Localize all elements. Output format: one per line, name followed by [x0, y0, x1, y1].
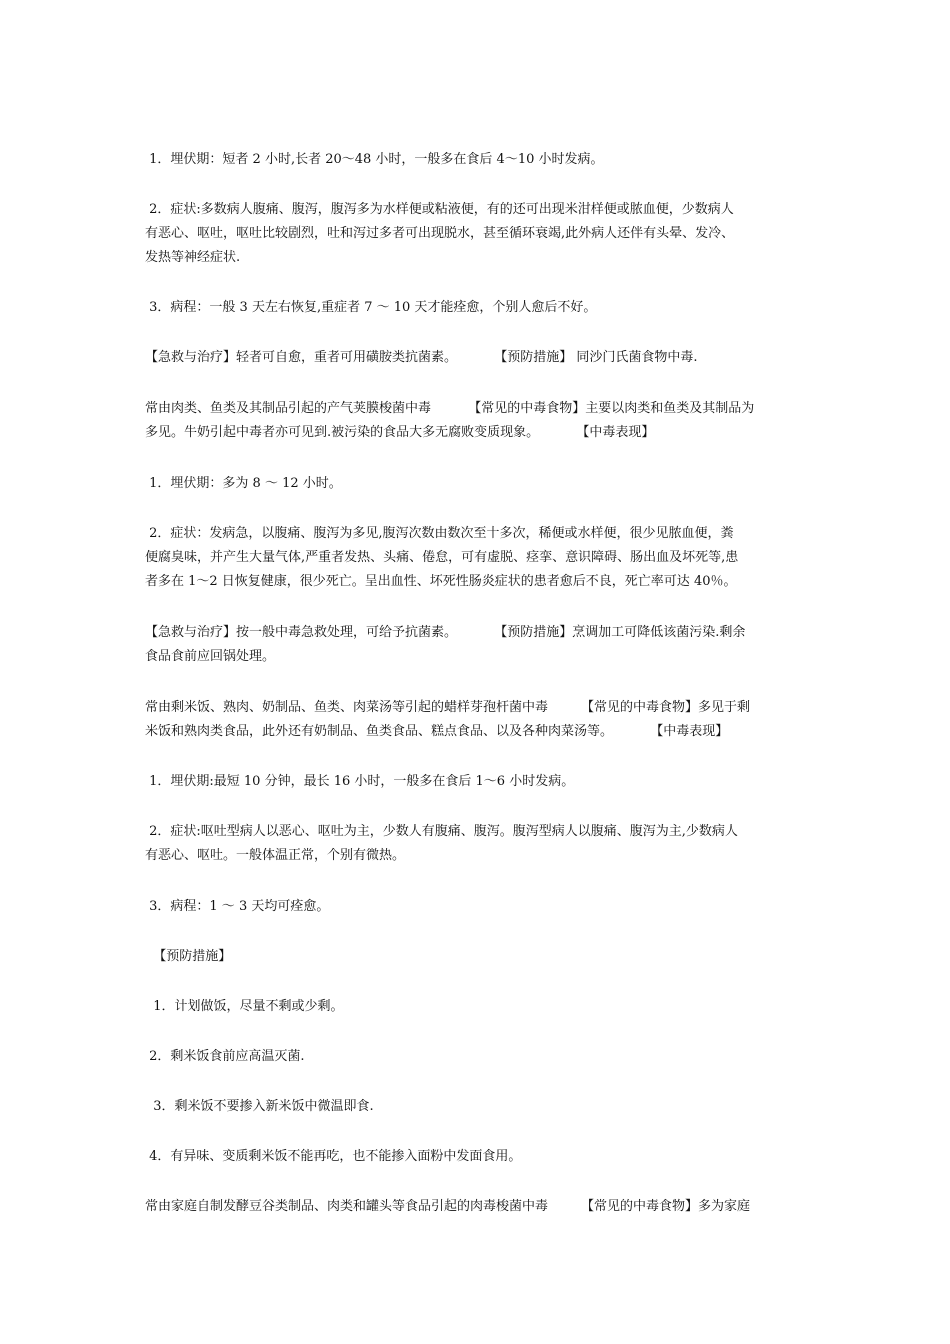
paragraph-treatment-1 — [145, 346, 810, 370]
paragraph-incubation-1 — [145, 148, 810, 172]
heading-prevention — [145, 945, 810, 969]
text-line: 食品食前应回锅处理。 — [145, 649, 276, 664]
paragraph-incubation-3 — [145, 770, 810, 794]
text-line: 常由剩米饭、熟肉、奶制品、鱼类、肉菜汤等引起的蜡样芽孢杆菌中毒 【常见的中毒食物】多见于剩 — [145, 700, 751, 715]
text-line: 2．症状:呕吐型病人以恶心、呕吐为主，少数人有腹痛、腹泻。腹泻型病人以腹痛、腹泻为主,少数病人 — [145, 824, 738, 839]
text-line: 便腐臭味，并产生大量气体,严重者发热、头痛、倦怠，可有虚脱、痉挛、意识障碍、肠出血及坏死等,患 — [145, 550, 739, 565]
text-line: 1．埋伏期：短者 2 小时,长者 20～48 小时，一般多在食后 4～10 小时发病。 — [145, 152, 604, 167]
text-line: 2．剩米饭食前应高温灭菌. — [145, 1049, 305, 1064]
prevention-item-4 — [145, 1145, 810, 1169]
text-line: 米饭和熟肉类食品，此外还有奶制品、鱼类食品、糕点食品、以及各种肉菜汤等。 【中毒表现】 — [145, 724, 729, 739]
text-line: 发热等神经症状. — [145, 250, 241, 265]
text-line: 4．有异味、变质剩米饭不能再吃，也不能掺入面粉中发面食用。 — [145, 1149, 522, 1164]
text-line: 有恶心、呕吐，呕吐比较剧烈，吐和泻过多者可出现脱水，甚至循环衰竭,此外病人还伴有头晕、发冷、 — [145, 226, 735, 241]
text-line: 【急救与治疗】轻者可自愈，重者可用磺胺类抗菌素。 【预防措施】 同沙门氏菌食物中毒. — [145, 350, 698, 365]
prevention-item-2 — [145, 1045, 810, 1069]
text-line: 1．埋伏期：多为 8 ～ 12 小时。 — [145, 476, 342, 491]
text-line: 2．症状：发病急，以腹痛、腹泻为多见,腹泻次数由数次至十多次，稀便或水样便，很少见脓血便，粪 — [145, 526, 734, 541]
text-line: 1．计划做饭，尽量不剩或少剩。 — [145, 999, 344, 1014]
text-line: 2．症状:多数病人腹痛、腹泻，腹泻多为水样便或粘液便，有的还可出现米泔样便或脓血便，少数病人 — [145, 202, 734, 217]
paragraph-bacillus-cereus — [145, 696, 810, 744]
paragraph-treatment-2 — [145, 621, 810, 669]
paragraph-symptoms-3 — [145, 820, 810, 868]
paragraph-clostridium-perfringens — [145, 397, 810, 445]
text-line: 1．埋伏期:最短 10 分钟，最长 16 小时，一般多在食后 1～6 小时发病。 — [145, 774, 575, 789]
prevention-item-3 — [145, 1095, 810, 1119]
paragraph-symptoms-1 — [145, 198, 810, 270]
text-line: 【预防措施】 — [145, 949, 232, 964]
text-line: 3．病程：一般 3 天左右恢复,重症者 7 ～ 10 天才能痊愈，个别人愈后不好。 — [145, 300, 597, 315]
text-line: 常由肉类、鱼类及其制品引起的产气荚膜梭菌中毒 【常见的中毒食物】主要以肉类和鱼类及其制品为 — [145, 401, 755, 416]
text-line: 常由家庭自制发酵豆谷类制品、肉类和罐头等食品引起的肉毒梭菌中毒 【常见的中毒食物】多为家庭 — [145, 1199, 751, 1214]
text-line: 3．剩米饭不要掺入新米饭中微温即食. — [145, 1099, 374, 1114]
paragraph-symptoms-2 — [145, 522, 810, 594]
text-line: 有恶心、呕吐。一般体温正常，个别有微热。 — [145, 848, 406, 863]
text-line: 3．病程：1 ～ 3 天均可痊愈。 — [145, 899, 330, 914]
text-line: 【急救与治疗】按一般中毒急救处理，可给予抗菌素。 【预防措施】烹调加工可降低该菌污染.剩余 — [145, 625, 746, 640]
paragraph-course-1 — [145, 296, 810, 320]
paragraph-course-3 — [145, 895, 810, 919]
prevention-item-1 — [145, 995, 810, 1019]
paragraph-incubation-2 — [145, 472, 810, 496]
paragraph-clostridium-botulinum — [145, 1195, 810, 1219]
text-line: 者多在 1～2 日恢复健康，很少死亡。呈出血性、坏死性肠炎症状的患者愈后不良，死亡率可达 40％。 — [145, 574, 737, 589]
text-line: 多见。牛奶引起中毒者亦可见到.被污染的食品大多无腐败变质现象。 【中毒表现】 — [145, 425, 655, 440]
